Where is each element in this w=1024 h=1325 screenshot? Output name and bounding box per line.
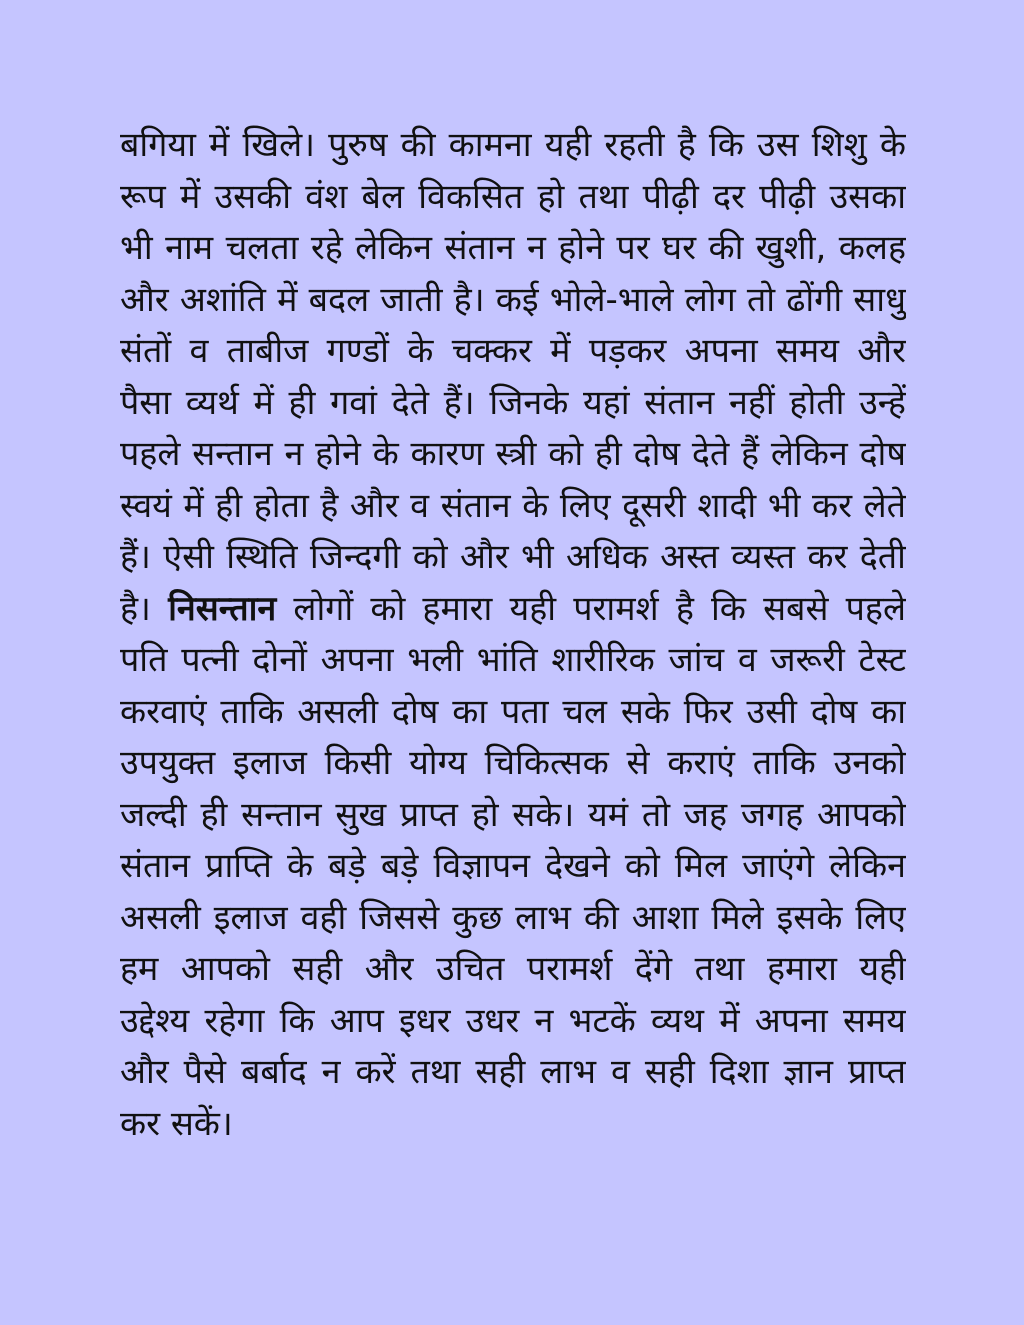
text-line: रूप में उसकी वंश बेल विकसित हो तथा पीढ़ी दर पीढ़ी उसका — [120, 176, 906, 217]
text-line: संतान प्राप्ति के बड़े बड़े विज्ञापन देखने को मिल जाएंगे लेकिन — [120, 846, 906, 886]
text-line: पहले सन्तान न होने के कारण स्त्री को ही दोष देते हैं लेकिन दोष — [120, 434, 906, 474]
text-line: उपयुक्त इलाज किसी योग्य चिकित्सक से कराएं ताकि उनको — [120, 743, 906, 783]
text-line: संतों व ताबीज गण्डों के चक्कर में पड़कर अपना समय और — [120, 331, 906, 371]
text-line: करवाएं ताकि असली दोष का पता चल सके फिर उसी दोष का — [120, 691, 906, 732]
body-paragraph — [120, 120, 906, 1150]
line-suffix: लोगों को हमारा यही परामर्श है कि सबसे पहले — [276, 588, 906, 629]
text-line: बगिया में खिले। पुरुष की कामना यही रहती है कि उस शिशु के — [120, 125, 906, 165]
text-line: हैं। ऐसी स्थिति जिन्दगी को और भी अधिक अस्त व्यस्त कर देती — [120, 537, 906, 577]
text-line: असली इलाज वही जिससे कुछ लाभ की आशा मिले इसके लिए — [120, 897, 906, 938]
text-line-with-bold-term — [120, 584, 906, 636]
text-line: और पैसे बर्बाद न करें तथा सही लाभ व सही दिशा ज्ञान प्राप्त — [120, 1052, 906, 1092]
text-line: पैसा व्यर्थ में ही गवां देते हैं। जिनके यहां संतान नहीं होती उन्हें — [120, 382, 906, 423]
text-line: जल्दी ही सन्तान सुख प्राप्त हो सके। यमं तो जह जगह आपको — [120, 794, 906, 835]
bold-term: निसन्तान — [168, 588, 277, 629]
text-line: भी नाम चलता रहे लेकिन संतान न होने पर घर की खुशी, कलह — [120, 228, 906, 268]
text-line: और अशांति में बदल जाती है। कई भोले-भाले लोग तो ढोंगी साधु — [120, 279, 906, 320]
text-line: उद्देश्य रहेगा कि आप इधर उधर न भटकें व्यथ में अपना समय — [120, 1000, 906, 1041]
text-line-last: कर सकें। — [120, 1103, 233, 1144]
text-line: स्वयं में ही होता है और व संतान के लिए दूसरी शादी भी कर लेते — [120, 485, 906, 526]
text-line: पति पत्नी दोनों अपना भली भांति शारीरिक जांच व जरूरी टेस्ट — [120, 640, 906, 680]
line-prefix: है। — [120, 588, 169, 629]
text-line: हम आपको सही और उचित परामर्श देंगे तथा हमारा यही — [120, 949, 906, 989]
